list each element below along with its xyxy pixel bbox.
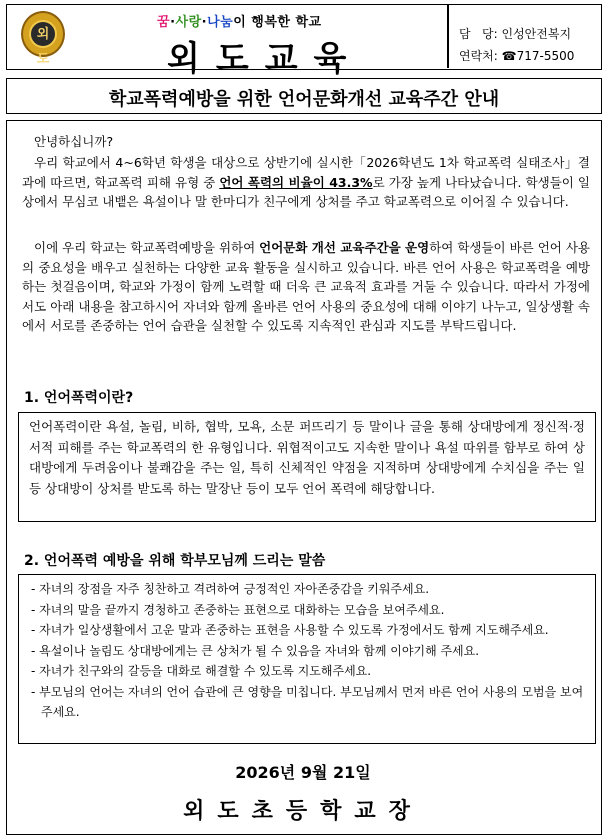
page-title: 학교폭력예방을 위한 언어문화개선 교육주간 안내 xyxy=(108,89,500,110)
list-item: - 자녀의 말을 끝까지 경청하고 존중하는 표현으로 대화하는 모습을 보여주세요. xyxy=(27,600,587,621)
newsletter-title: 외도교육 xyxy=(167,39,363,79)
intro-text-after: 로 가장 높게 나타났습니다. 학생들이 일상에서 무심코 내뱉은 욕설이나 말 한마디가 친구에게 상처를 주고 학교폭력으로 이어질 수 있습니다. xyxy=(22,174,590,210)
list-item: - 부모님의 언어는 자녀의 언어 습관에 큰 영향을 미칩니다. 부모님께서 먼저 바른 언어 사용의 모범을 보여주세요. xyxy=(27,682,587,723)
purpose-text-after: 하여 학생들이 바른 언어 사용의 중요성을 배우고 실천하는 다양한 교육 활동을 실시하고 있습니다. 바른 언어 사용은 학교폭력을 예방하는 첫걸음이며, 학교와 가정이 함께 노력할 때 더욱 큰 교육적 효과를 거둘 수 있습니다. 따라서 가정에서도 아래 내용을 참고하시어 자녀와 함께 올바른 언어 사용의 중요성에 대해 이야기 나누고, 일상생활 속에서 서로를 존중하는 언어 습관을 실천할 수 있도록 지속적인 관심과 지도를 부탁드립니다. xyxy=(22,240,591,334)
slogan-word-love: 사랑 xyxy=(175,15,202,30)
contact-phone-label: 연락처: xyxy=(459,49,498,63)
newsletter-header xyxy=(6,4,602,79)
section2-list xyxy=(18,574,596,744)
purpose-paragraph xyxy=(22,238,590,336)
intro-paragraph xyxy=(22,153,590,212)
greeting: 안녕하십니까? xyxy=(34,134,114,149)
purpose-text-before: 이에 우리 학교는 학교폭력예방을 위하여 xyxy=(34,240,260,255)
school-emblem-text: 외도 xyxy=(29,20,57,48)
contact-person-value: 인성안전복지 xyxy=(501,27,572,41)
list-item: - 자녀가 친구와의 갈등을 대화로 해결할 수 있도록 지도해주세요. xyxy=(27,661,587,682)
contact-phone xyxy=(459,47,574,64)
slogan-word-share: 나눔 xyxy=(207,15,234,30)
section2-title: 2. 언어폭력 예방을 위해 학부모님께 드리는 말씀 xyxy=(24,553,326,569)
section1-body: 언어폭력이란 욕설, 놀림, 비하, 협박, 모욕, 소문 퍼뜨리기 등 말이나 글을 통해 상대방에게 정신적·정서적 피해를 주는 학교폭력의 한 유형입니다. 위협적이고도 지속한 말이나 욕설 따위를 함부로 하여 상대방에게 두려움이나 불쾌감을 주는 일, 특히 신체적인 약점을 지적하며 상대방에게 수치심을 주는 일 등 상대방이 상처를 받도록 하는 말장난 등이 모두 언어 폭력에 해당합니다. xyxy=(29,419,585,496)
list-item: - 자녀가 일상생활에서 고운 말과 존중하는 표현을 사용할 수 있도록 가정에서도 함께 지도해주세요. xyxy=(27,620,587,641)
contact-phone-value: ☎717-5500 xyxy=(501,49,575,63)
school-slogan: 꿈·사랑·나눔이 행복한 학교 xyxy=(157,15,322,30)
contact-person-label: 담 당: xyxy=(459,27,498,41)
purpose-emphasis: 언어문화 개선 교육주간을 운영 xyxy=(259,240,430,255)
issue-date: 2026년 9월 21일 xyxy=(235,763,371,782)
title-box xyxy=(6,78,602,114)
section1-title: 1. 언어폭력이란? xyxy=(24,390,134,406)
school-emblem-icon xyxy=(21,11,65,67)
slogan-word-dream: 꿈 xyxy=(157,15,171,30)
slogan-rest: 이 행복한 학교 xyxy=(233,15,322,30)
list-item: - 욕설이나 놀림도 상대방에게는 큰 상처가 될 수 있음을 자녀와 함께 이야기해 주세요. xyxy=(27,641,587,662)
header-divider xyxy=(447,5,449,68)
section1-box xyxy=(18,412,596,522)
contact-person xyxy=(459,25,571,42)
intro-emphasis: 언어 폭력의 비율이 43.3% xyxy=(219,174,373,190)
signer-name: 외도초등학교장 xyxy=(183,799,423,824)
list-item: - 자녀의 장점을 자주 칭찬하고 격려하여 긍정적인 자아존중감을 키워주세요. xyxy=(27,579,587,600)
intro-text-before: 우리 학교에서 4~6학년 학생을 대상으로 상반기에 실시한「2026학년도 1차 학교폭력 실태조사」결과에 따르면, 학교폭력 피해 유형 중 xyxy=(22,155,590,190)
